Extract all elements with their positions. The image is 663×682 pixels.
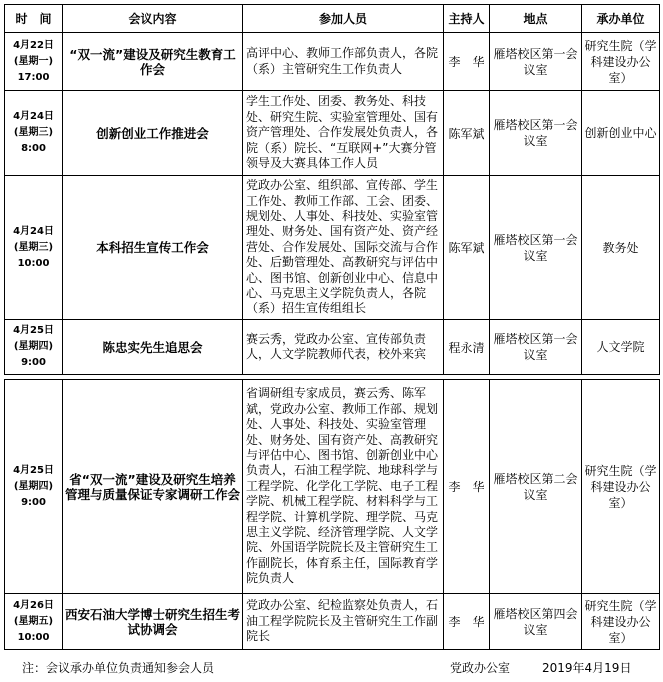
meeting-attendees: 省调研组专家成员，赛云秀、陈军斌，党政办公室、教师工作部、规划处、人事处、科技处、实验室管理处、财务处、国有资产处、高教研究与评估中心、图书馆、创新创业中心负责人，石油工程学院、地球科学与工程学院、化学化工学院、电子工程学院、机械工程学院、材料科学与工程学院、计算机学院、理学院、马克思主义学院、经济管理学院、人文学院、外国语学院院长及主管研究生工作副院长，体育系主任，国际教育学院负责人 <box>243 380 444 594</box>
meeting-time: 4月24日 (星期三) 10:00 <box>5 176 63 320</box>
meeting-time: 4月25日 (星期四) 9:00 <box>5 380 63 594</box>
header-time: 时 间 <box>5 5 63 33</box>
meeting-title: 省“双一流”建设及研究生培养管理与质量保证专家调研工作会 <box>63 380 243 594</box>
meeting-time: 4月22日 (星期一) 17:00 <box>5 33 63 91</box>
meeting-host: 陈军斌 <box>444 91 490 176</box>
meeting-location: 雁塔校区第四会议室 <box>490 594 582 650</box>
meeting-attendees: 党政办公室、组织部、宣传部、学生工作处、教师工作部、工会、团委、规划处、人事处、科技处、实验室管理处、财务处、国有资产处、资产经营处、合作发展处、国际交流与合作处、后勤管理处、高教研究与评估中心、图书馆、创新创业中心、信息中心、马克思主义学院负责人，各院（系）招生宣传组组长 <box>243 176 444 320</box>
meeting-organizer: 教务处 <box>582 176 660 320</box>
table-header-row <box>5 5 660 33</box>
meeting-title: 西安石油大学博士研究生招生考试协调会 <box>63 594 243 650</box>
schedule-table-lower <box>4 379 660 650</box>
header-title: 会议内容 <box>63 5 243 33</box>
table-row <box>5 594 660 650</box>
table-row <box>5 320 660 375</box>
meeting-time: 4月26日 (星期五) 10:00 <box>5 594 63 650</box>
footer-date: 2019年4月19日 <box>542 661 632 675</box>
meeting-organizer: 研究生院（学科建设办公室） <box>582 33 660 91</box>
meeting-organizer: 研究生院（学科建设办公室） <box>582 594 660 650</box>
meeting-title: 本科招生宣传工作会 <box>63 176 243 320</box>
header-location: 地点 <box>490 5 582 33</box>
meeting-host: 李 华 <box>444 33 490 91</box>
meeting-location: 雁塔校区第一会议室 <box>490 91 582 176</box>
meeting-title: “双一流”建设及研究生教育工作会 <box>63 33 243 91</box>
header-host: 主持人 <box>444 5 490 33</box>
meeting-time: 4月25日 (星期四) 9:00 <box>5 320 63 375</box>
table-row <box>5 380 660 594</box>
meeting-location: 雁塔校区第一会议室 <box>490 176 582 320</box>
table-row <box>5 33 660 91</box>
meeting-attendees: 学生工作处、团委、教务处、科技处、研究生院、实验室管理处、国有资产管理处、合作发展处负责人，各院（系）院长、“互联网+”大赛分管领导及大赛具体工作人员 <box>243 91 444 176</box>
footer-office: 党政办公室 <box>450 661 511 675</box>
header-attendees: 参加人员 <box>243 5 444 33</box>
meeting-organizer: 创新创业中心 <box>582 91 660 176</box>
meeting-host: 陈军斌 <box>444 176 490 320</box>
meeting-organizer: 研究生院（学科建设办公室） <box>582 380 660 594</box>
table-row <box>5 91 660 176</box>
header-organizer: 承办单位 <box>582 5 660 33</box>
schedule-table-upper <box>4 4 660 375</box>
meeting-location: 雁塔校区第一会议室 <box>490 33 582 91</box>
meeting-host: 李 华 <box>444 380 490 594</box>
table-row <box>5 176 660 320</box>
meeting-attendees: 党政办公室、纪检监察处负责人，石油工程学院院长及主管研究生工作副院长 <box>243 594 444 650</box>
meeting-attendees: 高评中心、教师工作部负责人，各院（系）主管研究生工作负责人 <box>243 33 444 91</box>
meeting-time: 4月24日 (星期三) 8:00 <box>5 91 63 176</box>
footer-note: 注：会议承办单位负责通知参会人员 <box>22 661 215 675</box>
meeting-attendees: 赛云秀，党政办公室、宣传部负责人，人文学院教师代表，校外来宾 <box>243 320 444 375</box>
meeting-location: 雁塔校区第二会议室 <box>490 380 582 594</box>
meeting-title: 陈忠实先生追思会 <box>63 320 243 375</box>
meeting-title: 创新创业工作推进会 <box>63 91 243 176</box>
meeting-host: 李 华 <box>444 594 490 650</box>
meeting-location: 雁塔校区第一会议室 <box>490 320 582 375</box>
meeting-organizer: 人文学院 <box>582 320 660 375</box>
meeting-host: 程永清 <box>444 320 490 375</box>
